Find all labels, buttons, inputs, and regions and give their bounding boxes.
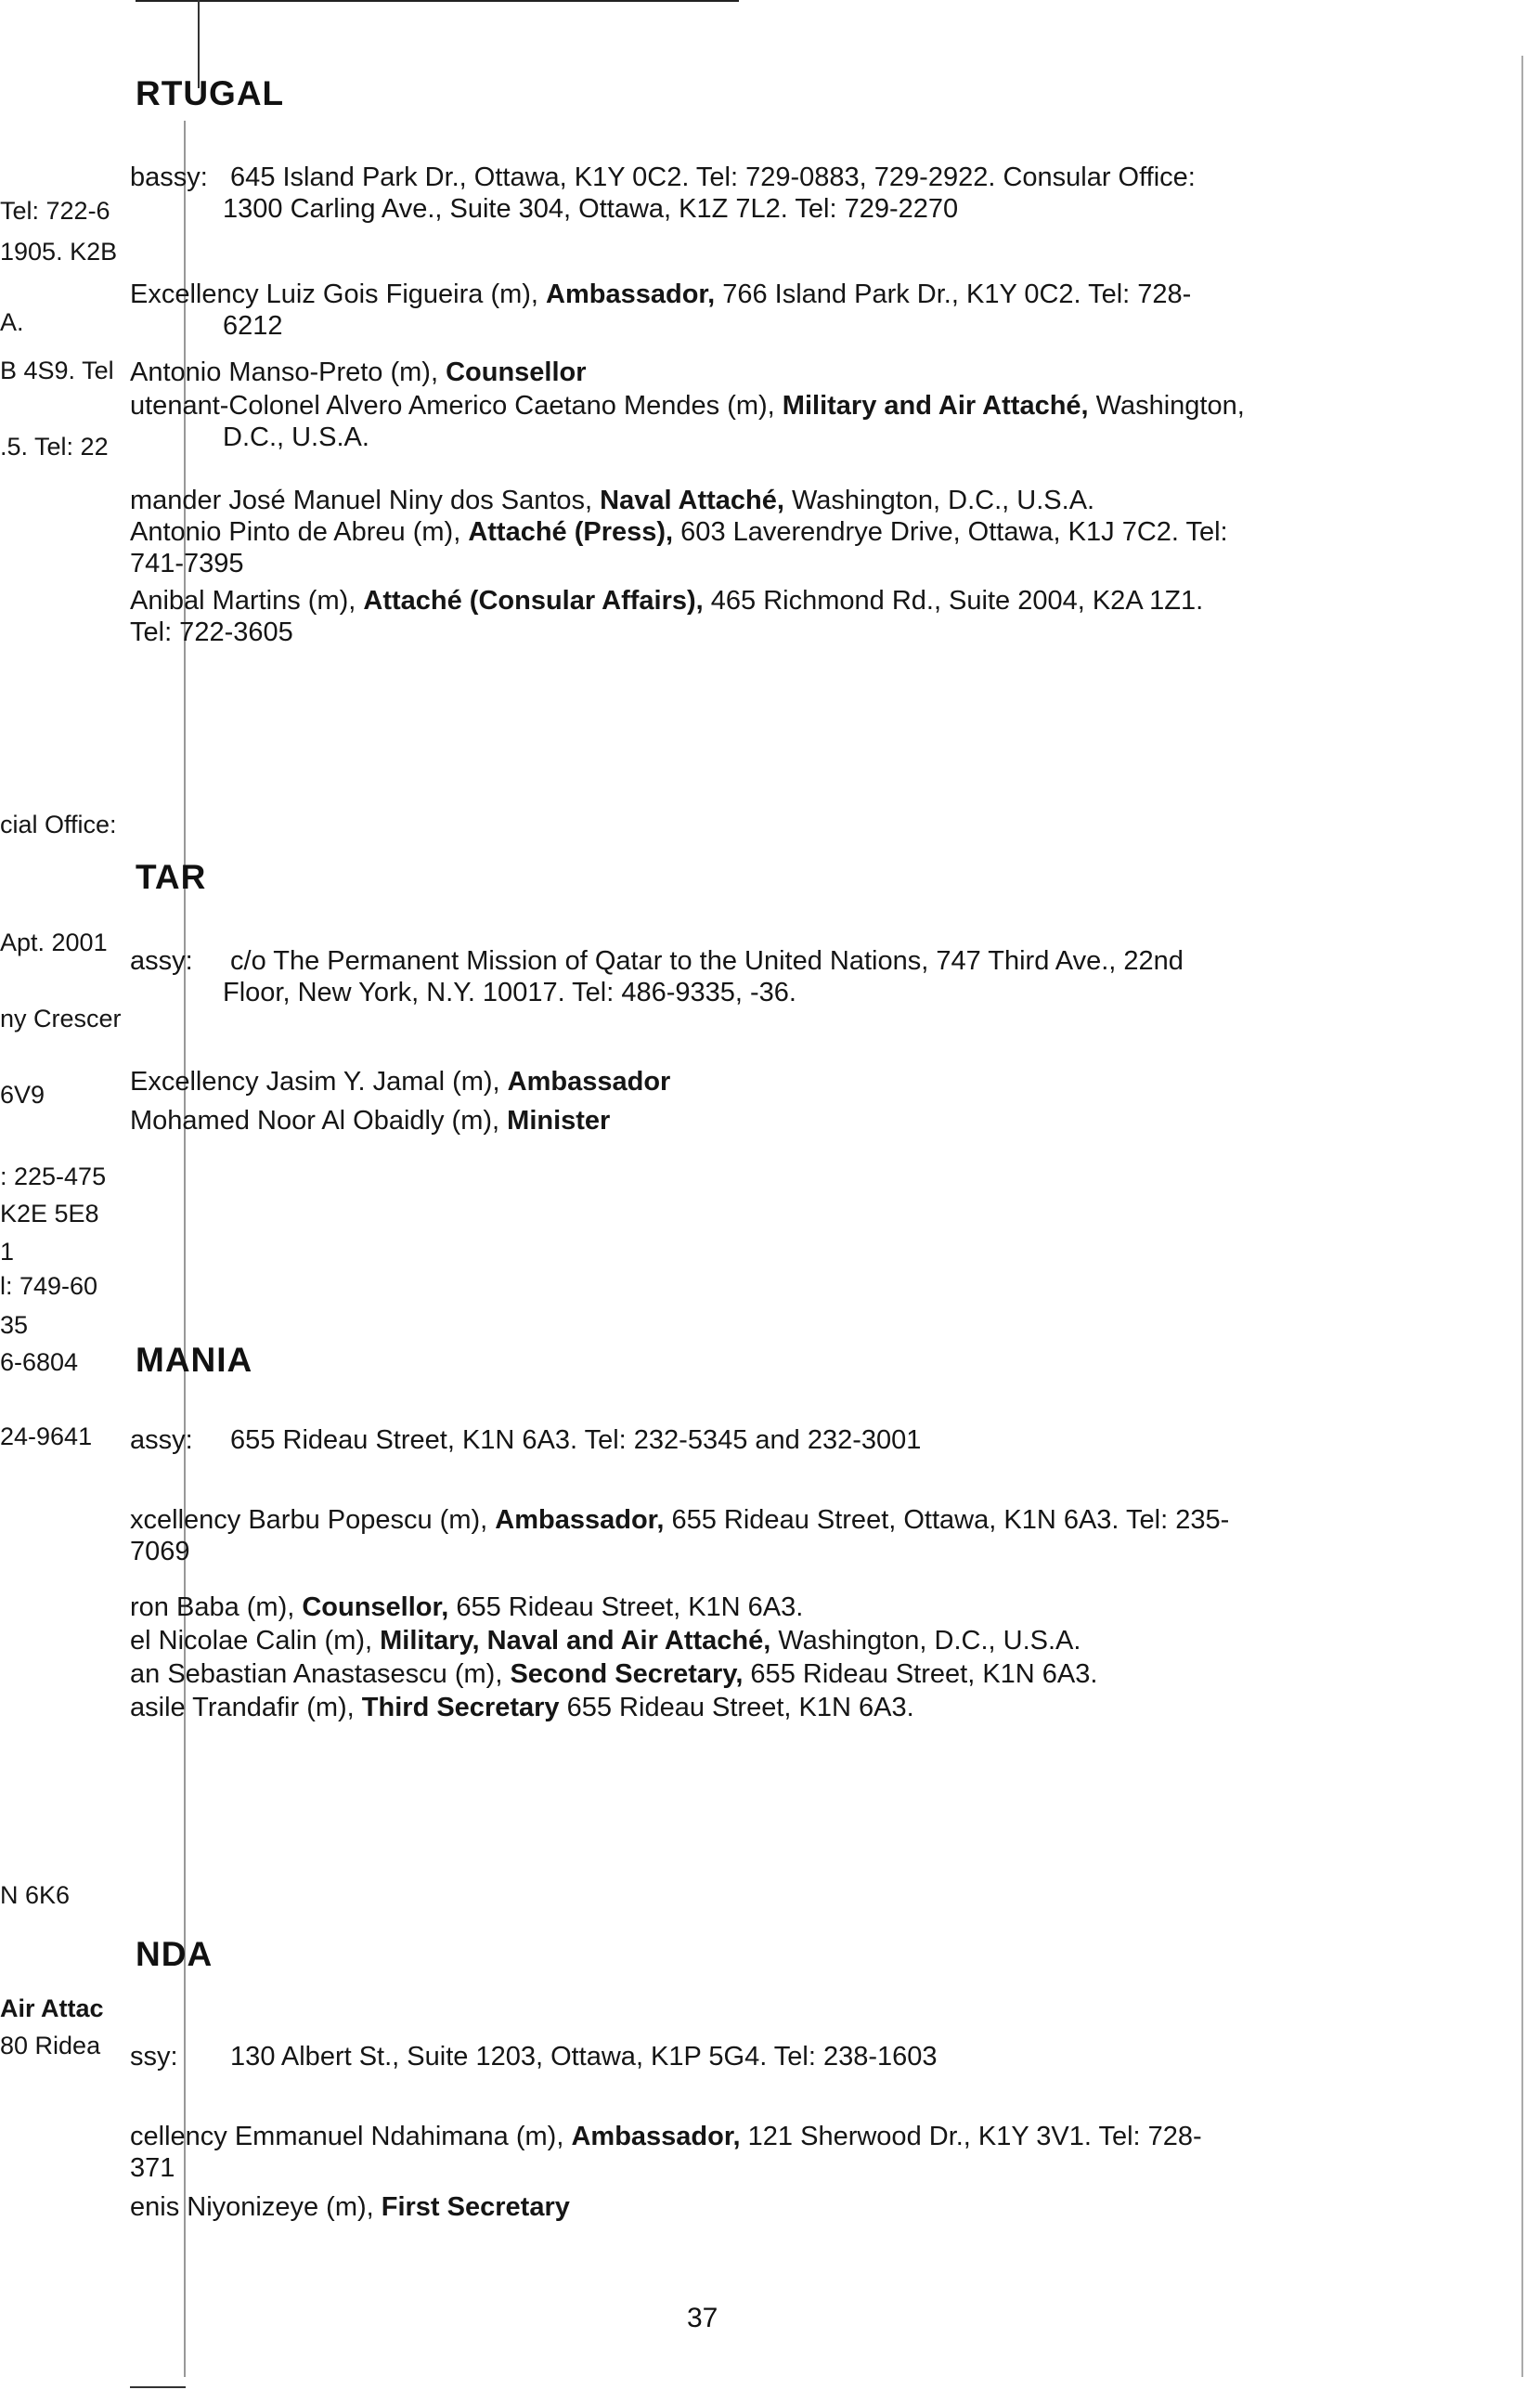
entry-line	[130, 357, 1430, 388]
entry-line	[130, 390, 1430, 422]
directory-entry	[130, 2191, 1430, 2223]
entry-line	[130, 1424, 1430, 1456]
entry-text: 6212	[223, 311, 283, 341]
entry-text: 465 Richmond Rd., Suite 2004, K2A 1Z1.	[703, 586, 1204, 616]
directory-entry	[130, 279, 1430, 342]
left-fragment: A.	[0, 308, 24, 336]
entry-text: Washington, D.C., U.S.A.	[770, 1626, 1081, 1656]
entry-text: 655 Rideau Street, K1N 6A3.	[448, 1592, 804, 1622]
title-text: Third Secretary	[361, 1693, 560, 1722]
directory-entry	[130, 1066, 1430, 1098]
left-fragment: B 4S9. Tel	[0, 357, 114, 384]
right-edge-line	[1521, 56, 1523, 2377]
title-text: Ambassador,	[495, 1505, 665, 1535]
title-text: Counsellor,	[302, 1592, 449, 1622]
entry-label: assy:	[130, 946, 193, 976]
top-rule	[136, 0, 739, 2]
entry-text: Washington,	[1088, 391, 1245, 421]
title-text: Minister	[507, 1106, 611, 1136]
entry-text: 766 Island Park Dr., K1Y 0C2. Tel: 728-	[715, 279, 1192, 309]
entry-text: 371	[130, 2153, 175, 2183]
title-text: Ambassador	[507, 1067, 671, 1097]
entry-line	[130, 585, 1430, 617]
entry-text: xcellency Barbu Popescu (m),	[130, 1505, 496, 1535]
left-fragment: 6-6804	[0, 1348, 79, 1376]
left-fragment: Air Attac	[0, 1994, 104, 2022]
title-text: Counsellor	[446, 357, 587, 387]
left-fragment: K2E 5E8	[0, 1200, 99, 1227]
entry-label: bassy:	[130, 162, 208, 192]
directory-entry	[130, 485, 1430, 516]
entry-text: Floor, New York, N.Y. 10017. Tel: 486-9335, -36.	[223, 978, 796, 1007]
left-fragment: N 6K6	[0, 1881, 71, 1909]
title-text: Attaché (Press),	[468, 517, 674, 547]
directory-entry	[130, 357, 1430, 388]
entry-label: ssy:	[130, 2042, 178, 2072]
entry-text: 655 Rideau Street, K1N 6A3. Tel: 232-5345 and 232-3001	[223, 1425, 922, 1455]
entry-text: Washington, D.C., U.S.A.	[783, 486, 1095, 515]
entry-text: 655 Rideau Street, Ottawa, K1N 6A3. Tel: 235-	[664, 1505, 1230, 1535]
entry-text: 741-7395	[130, 549, 244, 578]
directory-entry	[130, 1504, 1430, 1567]
left-fragment: ny Crescer	[0, 1005, 122, 1033]
entry-line	[130, 1692, 1430, 1723]
entry-text: utenant-Colonel Alvero Americo Caetano Mendes (m),	[130, 391, 783, 421]
entry-text: c/o The Permanent Mission of Qatar to the United Nations, 747 Third Ave., 22nd	[223, 946, 1184, 976]
entry-line	[130, 1066, 1430, 1098]
country-heading-romania: MANIA	[136, 1341, 253, 1379]
directory-entry	[130, 1424, 1430, 1456]
left-fragment: 1905. K2B	[0, 238, 118, 266]
title-text: First Secretary	[381, 2192, 570, 2222]
directory-entry	[130, 1591, 1430, 1623]
directory-entry	[130, 1105, 1430, 1137]
entry-line	[130, 1504, 1430, 1536]
title-text: Ambassador,	[546, 279, 716, 309]
entry-line	[130, 1105, 1430, 1137]
entry-text: Excellency Jasim Y. Jamal (m),	[130, 1067, 508, 1097]
entry-text: 603 Laverendrye Drive, Ottawa, K1J 7C2. Tel:	[673, 517, 1228, 547]
entry-line	[130, 2152, 1430, 2184]
entry-text: 130 Albert St., Suite 1203, Ottawa, K1P 5G4. Tel: 238-1603	[223, 2042, 938, 2072]
entry-text: D.C., U.S.A.	[223, 422, 369, 452]
directory-entry	[130, 945, 1430, 1008]
entry-line	[130, 310, 1430, 342]
entry-text: Antonio Manso-Preto (m),	[130, 357, 446, 387]
entry-label: assy:	[130, 1425, 193, 1455]
entry-line	[130, 617, 1430, 648]
bottom-rule	[130, 2386, 186, 2388]
entry-text: 645 Island Park Dr., Ottawa, K1Y 0C2. Tel: 729-0883, 729-2922. Consular Office:	[223, 162, 1196, 192]
left-fragment: : 225-475	[0, 1163, 107, 1190]
entry-line	[130, 1625, 1430, 1656]
left-fragment: .5. Tel: 22	[0, 433, 109, 461]
left-fragment: 6V9	[0, 1081, 45, 1109]
page-number: 37	[687, 2303, 718, 2333]
entry-text: Tel: 722-3605	[130, 617, 293, 647]
title-text: Attaché (Consular Affairs),	[363, 586, 704, 616]
directory-entry	[130, 2121, 1430, 2184]
country-heading-portugal: RTUGAL	[136, 74, 285, 112]
entry-line	[130, 1658, 1430, 1690]
left-fragment: 35	[0, 1311, 29, 1339]
entry-text: 121 Sherwood Dr., K1Y 3V1. Tel: 728-	[740, 2122, 1202, 2151]
entry-text: Mohamed Noor Al Obaidly (m),	[130, 1106, 508, 1136]
entry-text: ron Baba (m),	[130, 1592, 303, 1622]
entry-text: an Sebastian Anastasescu (m),	[130, 1659, 511, 1689]
title-text: Military and Air Attaché,	[782, 391, 1089, 421]
entry-text: mander José Manuel Niny dos Santos,	[130, 486, 601, 515]
directory-entry	[130, 516, 1430, 579]
left-fragment: 1	[0, 1238, 15, 1266]
directory-entry	[130, 1658, 1430, 1690]
left-fragment: cial Office:	[0, 811, 117, 838]
entry-line	[130, 162, 1430, 193]
entry-line	[130, 193, 1430, 225]
entry-line	[130, 2121, 1430, 2152]
entry-line	[130, 2191, 1430, 2223]
entry-line	[130, 548, 1430, 579]
entry-text: Anibal Martins (m),	[130, 586, 364, 616]
directory-entry	[130, 1625, 1430, 1656]
entry-text: 655 Rideau Street, K1N 6A3.	[743, 1659, 1098, 1689]
left-fragment: 24-9641	[0, 1422, 93, 1450]
entry-text: Antonio Pinto de Abreu (m),	[130, 517, 469, 547]
directory-entry	[130, 1692, 1430, 1723]
country-heading-rwanda: NDA	[136, 1935, 214, 1973]
left-fragment: l: 749-60	[0, 1272, 98, 1300]
title-text: Military, Naval and Air Attaché,	[380, 1626, 771, 1656]
title-text: Naval Attaché,	[600, 486, 784, 515]
entry-line	[130, 279, 1430, 310]
entry-line	[130, 516, 1430, 548]
directory-entry	[130, 585, 1430, 648]
title-text: Second Secretary,	[510, 1659, 744, 1689]
entry-line	[130, 977, 1430, 1008]
left-fragment: Tel: 722-6	[0, 197, 110, 225]
entry-text: el Nicolae Calin (m),	[130, 1626, 381, 1656]
entry-line	[130, 485, 1430, 516]
entry-text: asile Trandafir (m),	[130, 1693, 362, 1722]
entry-text: 655 Rideau Street, K1N 6A3.	[559, 1693, 914, 1722]
entry-text: cellency Emmanuel Ndahimana (m),	[130, 2122, 572, 2151]
entry-text: Excellency Luiz Gois Figueira (m),	[130, 279, 547, 309]
title-text: Ambassador,	[571, 2122, 741, 2151]
entry-line	[130, 1591, 1430, 1623]
directory-entry	[130, 2041, 1430, 2072]
entry-text: 7069	[130, 1537, 190, 1566]
left-fragment: Apt. 2001	[0, 929, 108, 956]
country-heading-qatar: TAR	[136, 858, 207, 896]
directory-entry	[130, 390, 1430, 453]
entry-line	[130, 2041, 1430, 2072]
left-fragment: 80 Ridea	[0, 2032, 101, 2059]
entry-line	[130, 1536, 1430, 1567]
directory-entry	[130, 162, 1430, 225]
entry-text: 1300 Carling Ave., Suite 304, Ottawa, K1Z 7L2. Tel: 729-2270	[223, 194, 959, 224]
entry-text: enis Niyonizeye (m),	[130, 2192, 382, 2222]
entry-line	[130, 422, 1430, 453]
column-divider	[184, 121, 186, 2377]
entry-line	[130, 945, 1430, 977]
